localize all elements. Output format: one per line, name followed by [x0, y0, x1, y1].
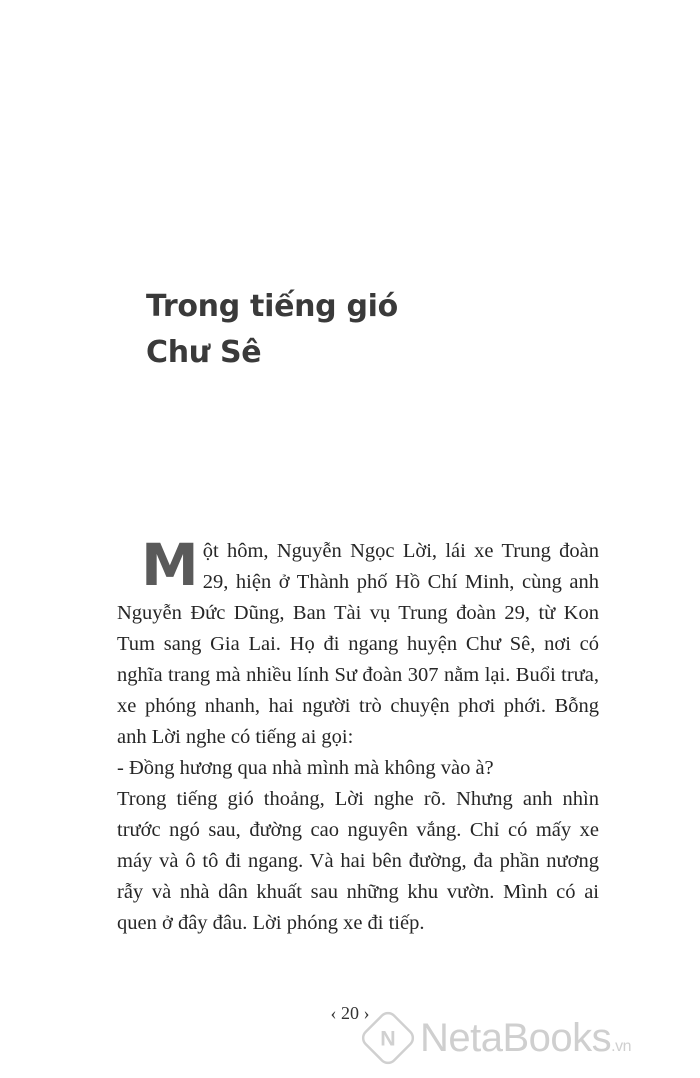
paragraph-2 — [117, 753, 599, 784]
chapter-title-line-1: Trong tiếng gió — [146, 289, 398, 324]
paragraph-1-text: ột hôm, Nguyễn Ngọc Lời, lái xe Trung đoàn 29, hiện ở Thành phố Hồ Chí Minh, cùng anh Nguyễn Đức Dũng, Ban Tài vụ Trung đoàn 29, từ Kon Tum sang Gia Lai. Họ đi ngang huyện Chư Sê, nơi có nghĩa trang mà nhiều lính Sư đoàn 307 nằm lại. Buổi trưa, xe phóng nhanh, hai người trò chuyện phơi phới. Bỗng anh Lời nghe có tiếng ai gọi: — [117, 540, 599, 748]
paragraph-2-text: - Đồng hương qua nhà mình mà không vào à? — [117, 757, 494, 779]
watermark-brand-name: NetaBooks — [420, 1015, 612, 1060]
page-number: ‹ 20 › — [330, 1003, 370, 1023]
drop-cap: M — [141, 531, 199, 599]
chapter-title — [146, 284, 398, 376]
netabooks-logo-icon — [358, 1008, 418, 1068]
logo-letter: N — [380, 1025, 396, 1050]
paragraph-3-text: Trong tiếng gió thoảng, Lời nghe rõ. Nhưng anh nhìn trước ngó sau, đường cao nguyên vắng. Chỉ có mấy xe máy và ô tô đi ngang. Và hai bên đường, đa phần nương rẫy và nhà dân khuất sau những khu vườn. Mình có ai quen ở đây đâu. Lời phóng xe đi tiếp. — [117, 788, 599, 934]
paragraph-3 — [117, 784, 599, 939]
watermark-suffix: .vn — [611, 1037, 632, 1055]
chapter-title-line-2: Chư Sê — [146, 335, 262, 370]
watermark-brand — [420, 1016, 631, 1061]
paragraph-1 — [117, 531, 599, 753]
watermark — [362, 1008, 698, 1068]
chapter-body — [117, 531, 599, 939]
